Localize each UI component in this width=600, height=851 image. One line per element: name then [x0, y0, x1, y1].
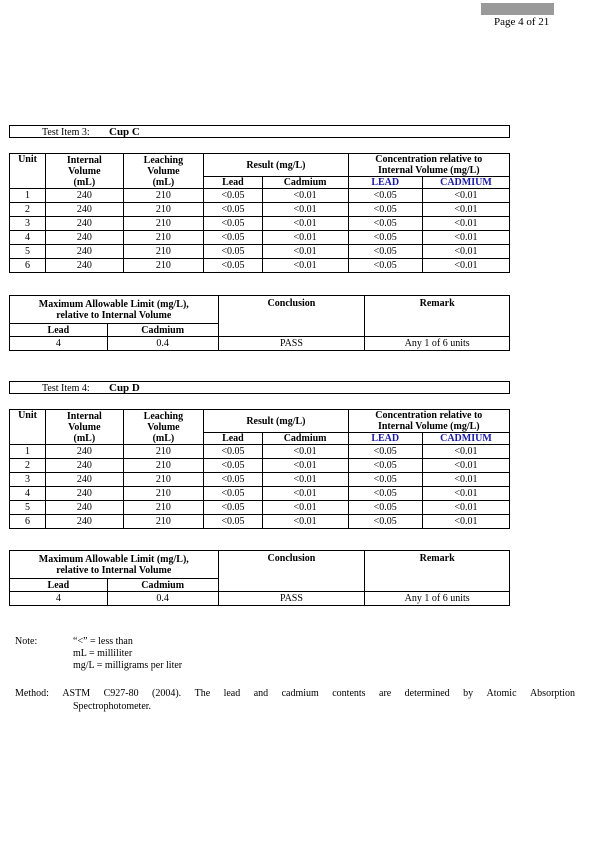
conc-cadmium-cell: <0.01: [422, 259, 509, 273]
unit-cell: 6: [10, 259, 46, 273]
result-lead-cell: <0.05: [204, 487, 262, 501]
result-cadmium-cell: <0.01: [262, 501, 348, 515]
table-row: [10, 245, 510, 259]
method-word: determined: [404, 688, 450, 699]
limit-cadmium-value: 0.4: [107, 592, 218, 606]
unit-cell: 6: [10, 515, 46, 529]
result-cadmium-cell: <0.01: [262, 445, 348, 459]
leaching-volume-cell: 210: [123, 259, 204, 273]
conc-cadmium-cell: <0.01: [422, 501, 509, 515]
conc-lead-cell: <0.05: [348, 459, 422, 473]
table-row: [10, 445, 510, 459]
limit-cadmium-header: Cadmium: [107, 579, 218, 592]
leaching-volume-cell: 210: [123, 459, 204, 473]
method-line-2: Spectrophotometer.: [73, 701, 152, 712]
leaching-volume-cell: 210: [123, 203, 204, 217]
method-word: ASTM: [62, 688, 91, 699]
result-header: Result (mg/L): [204, 154, 348, 177]
unit-cell: 3: [10, 217, 46, 231]
leaching-volume-cell: 210: [123, 231, 204, 245]
conc-lead-cell: <0.05: [348, 231, 422, 245]
remark-header: Remark: [365, 296, 510, 337]
internal-volume-cell: 240: [46, 217, 123, 231]
conclusion-value: PASS: [218, 337, 365, 351]
lead-upper-header: LEAD: [348, 433, 422, 445]
result-lead-cell: <0.05: [204, 259, 262, 273]
conc-cadmium-cell: <0.01: [422, 445, 509, 459]
result-lead-cell: <0.05: [204, 245, 262, 259]
result-cadmium-cell: <0.01: [262, 473, 348, 487]
limit-cadmium-value: 0.4: [107, 337, 218, 351]
max-limit-header: Maximum Allowable Limit (mg/L), relative to Internal Volume: [10, 551, 219, 579]
limit-lead-value: 4: [10, 592, 108, 606]
result-cadmium-cell: <0.01: [262, 189, 348, 203]
internal-volume-cell: 240: [46, 501, 123, 515]
result-lead-cell: <0.05: [204, 515, 262, 529]
method-word: and: [253, 688, 269, 699]
conclusion-header: Conclusion: [218, 551, 365, 592]
unit-cell: 3: [10, 473, 46, 487]
test-item-3-header: [9, 125, 510, 138]
table-row: [10, 203, 510, 217]
leaching-volume-cell: 210: [123, 473, 204, 487]
internal-volume-cell: 240: [46, 259, 123, 273]
method-word: The: [194, 688, 211, 699]
limit-lead-header: Lead: [10, 579, 108, 592]
redacted-block: [481, 3, 554, 15]
page-number: Page 4 of 21: [494, 16, 550, 28]
cadmium-upper-header: CADMIUM: [422, 433, 509, 445]
leaching-volume-cell: 210: [123, 189, 204, 203]
note-line: mL = milliliter: [73, 648, 133, 659]
conclusion-value: PASS: [218, 592, 365, 606]
test-item-name: Cup D: [109, 382, 140, 394]
unit-cell: 1: [10, 445, 46, 459]
conc-lead-cell: <0.05: [348, 217, 422, 231]
table-row: [10, 259, 510, 273]
conc-cadmium-cell: <0.01: [422, 487, 509, 501]
conc-cadmium-cell: <0.01: [422, 515, 509, 529]
limit-lead-header: Lead: [10, 324, 108, 337]
result-cadmium-cell: <0.01: [262, 217, 348, 231]
conc-lead-cell: <0.05: [348, 515, 422, 529]
table-row: [10, 189, 510, 203]
note-line: mg/L = milligrams per liter: [73, 660, 183, 671]
test-item-label: Test Item 4:: [42, 383, 90, 394]
unit-cell: 4: [10, 487, 46, 501]
leaching-volume-cell: 210: [123, 487, 204, 501]
table-row: [10, 501, 510, 515]
test-item-name: Cup C: [109, 126, 140, 138]
internal-volume-cell: 240: [46, 245, 123, 259]
conc-cadmium-cell: <0.01: [422, 473, 509, 487]
conc-lead-cell: <0.05: [348, 501, 422, 515]
table-row: [10, 515, 510, 529]
internal-volume-cell: 240: [46, 515, 123, 529]
lead-header: Lead: [204, 433, 262, 445]
conc-cadmium-cell: <0.01: [422, 231, 509, 245]
conc-lead-cell: <0.05: [348, 245, 422, 259]
cadmium-header: Cadmium: [262, 433, 348, 445]
conc-lead-cell: <0.05: [348, 487, 422, 501]
unit-cell: 4: [10, 231, 46, 245]
result-lead-cell: <0.05: [204, 217, 262, 231]
method-word: are: [379, 688, 392, 699]
notes-label: Note:: [15, 636, 38, 647]
leaching-volume-cell: 210: [123, 515, 204, 529]
conclusion-header: Conclusion: [218, 296, 365, 337]
result-lead-cell: <0.05: [204, 501, 262, 515]
unit-header: Unit: [10, 410, 46, 445]
conc-cadmium-cell: <0.01: [422, 189, 509, 203]
result-lead-cell: <0.05: [204, 231, 262, 245]
result-cadmium-cell: <0.01: [262, 245, 348, 259]
method-word: C927-80: [103, 688, 139, 699]
internal-volume-cell: 240: [46, 487, 123, 501]
conc-cadmium-cell: <0.01: [422, 203, 509, 217]
unit-cell: 5: [10, 501, 46, 515]
internal-volume-cell: 240: [46, 445, 123, 459]
concentration-header: Concentration relative to Internal Volume (mg/L): [348, 410, 509, 433]
limits-table-item-3: [9, 295, 510, 351]
concentration-header: Concentration relative to Internal Volume (mg/L): [348, 154, 509, 177]
result-cadmium-cell: <0.01: [262, 203, 348, 217]
lead-upper-header: LEAD: [348, 177, 422, 189]
test-item-label: Test Item 3:: [42, 127, 90, 138]
conc-cadmium-cell: <0.01: [422, 459, 509, 473]
conc-lead-cell: <0.05: [348, 259, 422, 273]
conc-cadmium-cell: <0.01: [422, 245, 509, 259]
conc-lead-cell: <0.05: [348, 473, 422, 487]
internal-volume-cell: 240: [46, 473, 123, 487]
internal-volume-cell: 240: [46, 231, 123, 245]
result-lead-cell: <0.05: [204, 189, 262, 203]
result-cadmium-cell: <0.01: [262, 487, 348, 501]
result-lead-cell: <0.05: [204, 473, 262, 487]
table-row: [10, 217, 510, 231]
result-cadmium-cell: <0.01: [262, 459, 348, 473]
internal-volume-cell: 240: [46, 459, 123, 473]
method-paragraph: [15, 687, 575, 713]
lead-header: Lead: [204, 177, 262, 189]
internal-volume-header: Internal Volume (mL): [46, 154, 123, 189]
table-row: [10, 231, 510, 245]
unit-cell: 5: [10, 245, 46, 259]
limit-cadmium-header: Cadmium: [107, 324, 218, 337]
method-word: Atomic: [486, 688, 517, 699]
leaching-volume-cell: 210: [123, 501, 204, 515]
results-table-item-3: [9, 153, 510, 273]
result-cadmium-cell: <0.01: [262, 231, 348, 245]
remark-header: Remark: [365, 551, 510, 592]
table-row: [10, 487, 510, 501]
conc-lead-cell: <0.05: [348, 189, 422, 203]
result-header: Result (mg/L): [204, 410, 348, 433]
result-lead-cell: <0.05: [204, 445, 262, 459]
leaching-volume-cell: 210: [123, 217, 204, 231]
limits-table-item-4: [9, 550, 510, 606]
table-row: [10, 459, 510, 473]
remark-value: Any 1 of 6 units: [365, 592, 510, 606]
limit-lead-value: 4: [10, 337, 108, 351]
result-cadmium-cell: <0.01: [262, 259, 348, 273]
unit-cell: 2: [10, 459, 46, 473]
test-item-4-header: [9, 381, 510, 394]
internal-volume-cell: 240: [46, 203, 123, 217]
unit-cell: 2: [10, 203, 46, 217]
leaching-volume-header: Leaching Volume (mL): [123, 410, 204, 445]
internal-volume-header: Internal Volume (mL): [46, 410, 123, 445]
conc-lead-cell: <0.05: [348, 203, 422, 217]
unit-cell: 1: [10, 189, 46, 203]
method-word: contents: [332, 688, 366, 699]
method-word: Method:: [15, 688, 49, 699]
method-word: by: [463, 688, 474, 699]
method-word: (2004).: [152, 688, 182, 699]
method-word: lead: [223, 688, 241, 699]
max-limit-header: Maximum Allowable Limit (mg/L), relative to Internal Volume: [10, 296, 219, 324]
internal-volume-cell: 240: [46, 189, 123, 203]
method-word: Absorption: [529, 688, 575, 699]
table-row: [10, 473, 510, 487]
result-lead-cell: <0.05: [204, 459, 262, 473]
method-line-1: [15, 687, 575, 700]
result-cadmium-cell: <0.01: [262, 515, 348, 529]
method-word: cadmium: [281, 688, 319, 699]
leaching-volume-cell: 210: [123, 245, 204, 259]
results-table-item-4: [9, 409, 510, 529]
conc-cadmium-cell: <0.01: [422, 217, 509, 231]
result-lead-cell: <0.05: [204, 203, 262, 217]
leaching-volume-header: Leaching Volume (mL): [123, 154, 204, 189]
note-line: “<” = less than: [73, 636, 133, 647]
cadmium-upper-header: CADMIUM: [422, 177, 509, 189]
remark-value: Any 1 of 6 units: [365, 337, 510, 351]
cadmium-header: Cadmium: [262, 177, 348, 189]
unit-header: Unit: [10, 154, 46, 189]
conc-lead-cell: <0.05: [348, 445, 422, 459]
leaching-volume-cell: 210: [123, 445, 204, 459]
